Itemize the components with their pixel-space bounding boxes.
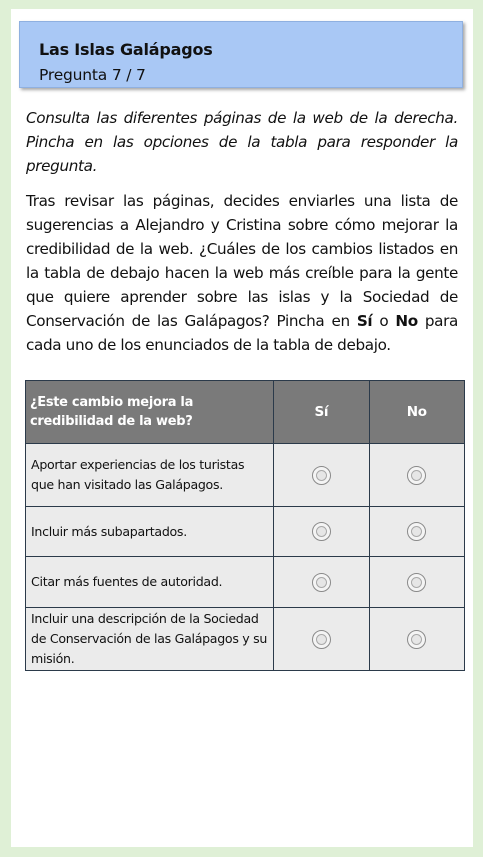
yes-radio-button[interactable]: [312, 466, 331, 485]
column-header-yes: Sí: [274, 381, 369, 444]
unit-title: Las Islas Galápagos: [39, 40, 213, 59]
question-connector: o: [372, 312, 396, 330]
no-radio-button[interactable]: [407, 466, 426, 485]
question-text-before: Tras revisar las páginas, decides enviarles una lista de sugerencias a Alejandro y Cristina sobre cómo mejorar la credibilidad de la web. ¿Cuáles de los cambios listados en la tabla de debajo hacen la web más creíble para la gente que quiere aprender sobre las islas y la Sociedad de Conservación de las Galápagos? Pincha en: [26, 192, 458, 330]
content-panel: [11, 9, 473, 847]
instructions-text: Consulta las diferentes páginas de la web de la derecha. Pincha en las opciones de la tabla para responder la pregunta.: [26, 109, 458, 175]
question-si-word: Sí: [356, 312, 373, 330]
question-text: [26, 189, 458, 357]
row-yes-cell: [274, 608, 369, 671]
row-no-cell: [369, 507, 464, 557]
column-header-no: No: [369, 381, 464, 444]
row-yes-cell: [274, 444, 369, 507]
yes-radio-button[interactable]: [312, 522, 331, 541]
row-statement: Incluir una descripción de la Sociedad de Conservación de las Galápagos y su misión.: [26, 608, 274, 671]
yes-radio-button[interactable]: [312, 630, 331, 649]
yes-radio-button[interactable]: [312, 573, 331, 592]
no-radio-button[interactable]: [407, 573, 426, 592]
table-row: [26, 507, 465, 557]
row-statement: Citar más fuentes de autoridad.: [26, 557, 274, 608]
row-no-cell: [369, 557, 464, 608]
row-statement: Aportar experiencias de los turistas que han visitado las Galápagos.: [26, 444, 274, 507]
question-header: [19, 21, 463, 88]
answer-table: [25, 380, 465, 671]
table-row: [26, 444, 465, 507]
row-yes-cell: [274, 507, 369, 557]
row-statement: Incluir más subapartados.: [26, 507, 274, 557]
row-yes-cell: [274, 557, 369, 608]
question-no-word: No: [395, 312, 418, 330]
row-no-cell: [369, 608, 464, 671]
row-no-cell: [369, 444, 464, 507]
table-row: [26, 608, 465, 671]
table-header-row: [26, 381, 465, 444]
question-counter: Pregunta 7 / 7: [39, 66, 146, 84]
column-header-statement: ¿Este cambio mejora la credibilidad de la web?: [26, 381, 274, 444]
no-radio-button[interactable]: [407, 522, 426, 541]
question-text-after: para cada uno de los enunciados de la tabla de debajo.: [26, 312, 458, 354]
no-radio-button[interactable]: [407, 630, 426, 649]
table-row: [26, 557, 465, 608]
